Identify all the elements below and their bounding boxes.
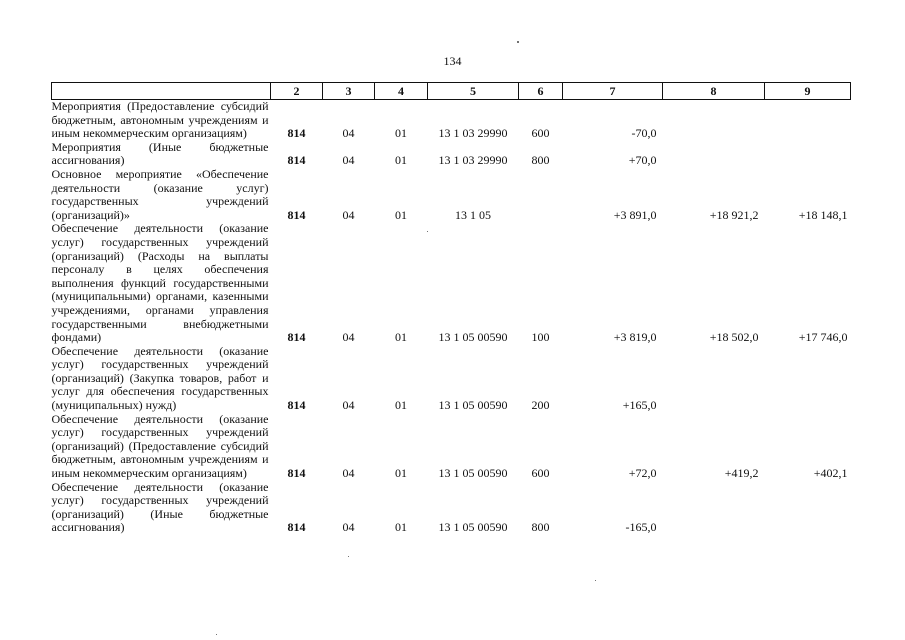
section-code: 04	[342, 466, 355, 481]
section-code: 04	[342, 207, 355, 222]
amount-col-9: +402,1	[813, 466, 848, 481]
row-description: Мероприятия (Предоставление субсидий бюджетным, автономным учреждениям и иным некоммерческим организациям)	[51, 99, 269, 141]
ministry-code: 814	[287, 330, 306, 345]
table-row	[52, 413, 851, 481]
amount-col-9: +17 746,0	[798, 330, 848, 345]
scan-speck	[595, 580, 596, 581]
target-article-code: 13 1 03 29990	[438, 153, 508, 168]
table-row	[52, 141, 851, 168]
target-article-code: 13 1 03 29990	[438, 126, 508, 141]
target-article-code: 13 1 05 00590	[438, 466, 508, 481]
amount-col-7: +165,0	[622, 398, 657, 413]
row-description: Основное мероприятие «Обеспечение деятельности (оказание услуг) государственных учреждений (организаций)»	[51, 166, 269, 222]
row-description: Обеспечение деятельности (оказание услуг) государственных учреждений (организаций) (Закупка товаров, работ и услуг для обеспечения государственных (муниципальных) нужд)	[51, 343, 269, 413]
amount-col-7: +3 819,0	[613, 330, 657, 345]
expense-type-code: 100	[531, 330, 550, 345]
amount-col-8: +419,2	[724, 466, 759, 481]
scan-speck	[427, 231, 428, 232]
ministry-code: 814	[287, 520, 306, 535]
budget-table	[51, 82, 851, 535]
expense-type-code: 800	[531, 520, 550, 535]
col-header-9: 9	[765, 83, 851, 100]
amount-col-8	[663, 100, 765, 141]
col-header-3: 3	[323, 83, 375, 100]
amount-col-7: -70,0	[631, 126, 657, 141]
col-header-8: 8	[663, 83, 765, 100]
amount-col-8	[663, 141, 765, 168]
amount-col-9	[765, 345, 851, 413]
amount-col-7: +70,0	[628, 153, 657, 168]
table-row	[52, 222, 851, 344]
amount-col-7: -165,0	[625, 520, 657, 535]
section-code: 04	[342, 520, 355, 535]
target-article-code: 13 1 05 00590	[438, 330, 508, 345]
col-header-1	[52, 83, 271, 100]
ministry-code: 814	[287, 398, 306, 413]
ministry-code: 814	[287, 466, 306, 481]
col-header-4: 4	[375, 83, 428, 100]
subsection-code: 01	[395, 126, 407, 141]
expense-type-code: 800	[531, 153, 550, 168]
amount-col-8: +18 502,0	[709, 330, 759, 345]
expense-type-code: 600	[531, 466, 550, 481]
header-row	[52, 83, 851, 100]
target-article-code: 13 1 05 00590	[438, 520, 508, 535]
col-header-5: 5	[428, 83, 519, 100]
table-row	[52, 345, 851, 413]
amount-col-8: +18 921,2	[709, 207, 759, 222]
col-header-2: 2	[271, 83, 323, 100]
subsection-code: 01	[395, 207, 407, 222]
amount-col-9	[765, 100, 851, 141]
table-row	[52, 100, 851, 141]
amount-col-7: +3 891,0	[613, 207, 657, 222]
row-description: Обеспечение деятельности (оказание услуг) государственных учреждений (организаций) (Предоставление субсидий бюджетным, автономным учреждениям и иным некоммерческим организациям)	[51, 411, 269, 481]
subsection-code: 01	[395, 398, 407, 413]
ministry-code: 814	[287, 207, 306, 222]
section-code: 04	[342, 398, 355, 413]
amount-col-8	[663, 481, 765, 535]
subsection-code: 01	[395, 520, 407, 535]
section-code: 04	[342, 126, 355, 141]
scan-speck	[517, 41, 519, 43]
section-code: 04	[342, 153, 355, 168]
target-article-code: 13 1 05 00590	[438, 398, 508, 413]
table-body	[52, 100, 851, 536]
row-description: Мероприятия (Иные бюджетные ассигнования)	[51, 139, 269, 168]
amount-col-9	[765, 141, 851, 168]
expense-type-code: 200	[531, 398, 550, 413]
row-description: Обеспечение деятельности (оказание услуг) государственных учреждений (организаций) (Иные бюджетные ассигнования)	[51, 479, 269, 535]
table-header	[52, 83, 851, 100]
section-code: 04	[342, 330, 355, 345]
expense-type-code	[519, 168, 563, 222]
expense-type-code: 600	[531, 126, 550, 141]
amount-col-9: +18 148,1	[798, 207, 848, 222]
subsection-code: 01	[395, 153, 407, 168]
subsection-code: 01	[395, 466, 407, 481]
subsection-code: 01	[395, 330, 407, 345]
table-row	[52, 481, 851, 535]
amount-col-9	[765, 481, 851, 535]
amount-col-7: +72,0	[628, 466, 657, 481]
amount-col-8	[663, 345, 765, 413]
row-description: Обеспечение деятельности (оказание услуг) государственных учреждений (организаций) (Расходы на выплаты персоналу в целях обеспечения выполнения функций государственными (муниципальными) органами, казенными учреждениями, органами управления государственными внебюджетными фондами)	[51, 221, 269, 345]
col-header-7: 7	[563, 83, 663, 100]
ministry-code: 814	[287, 126, 306, 141]
col-header-6: 6	[519, 83, 563, 100]
scan-speck	[348, 556, 349, 557]
scan-speck	[216, 634, 217, 635]
ministry-code: 814	[287, 153, 306, 168]
page-number: 134	[443, 54, 462, 68]
table-row	[52, 168, 851, 222]
target-article-code: 13 1 05	[455, 207, 491, 222]
